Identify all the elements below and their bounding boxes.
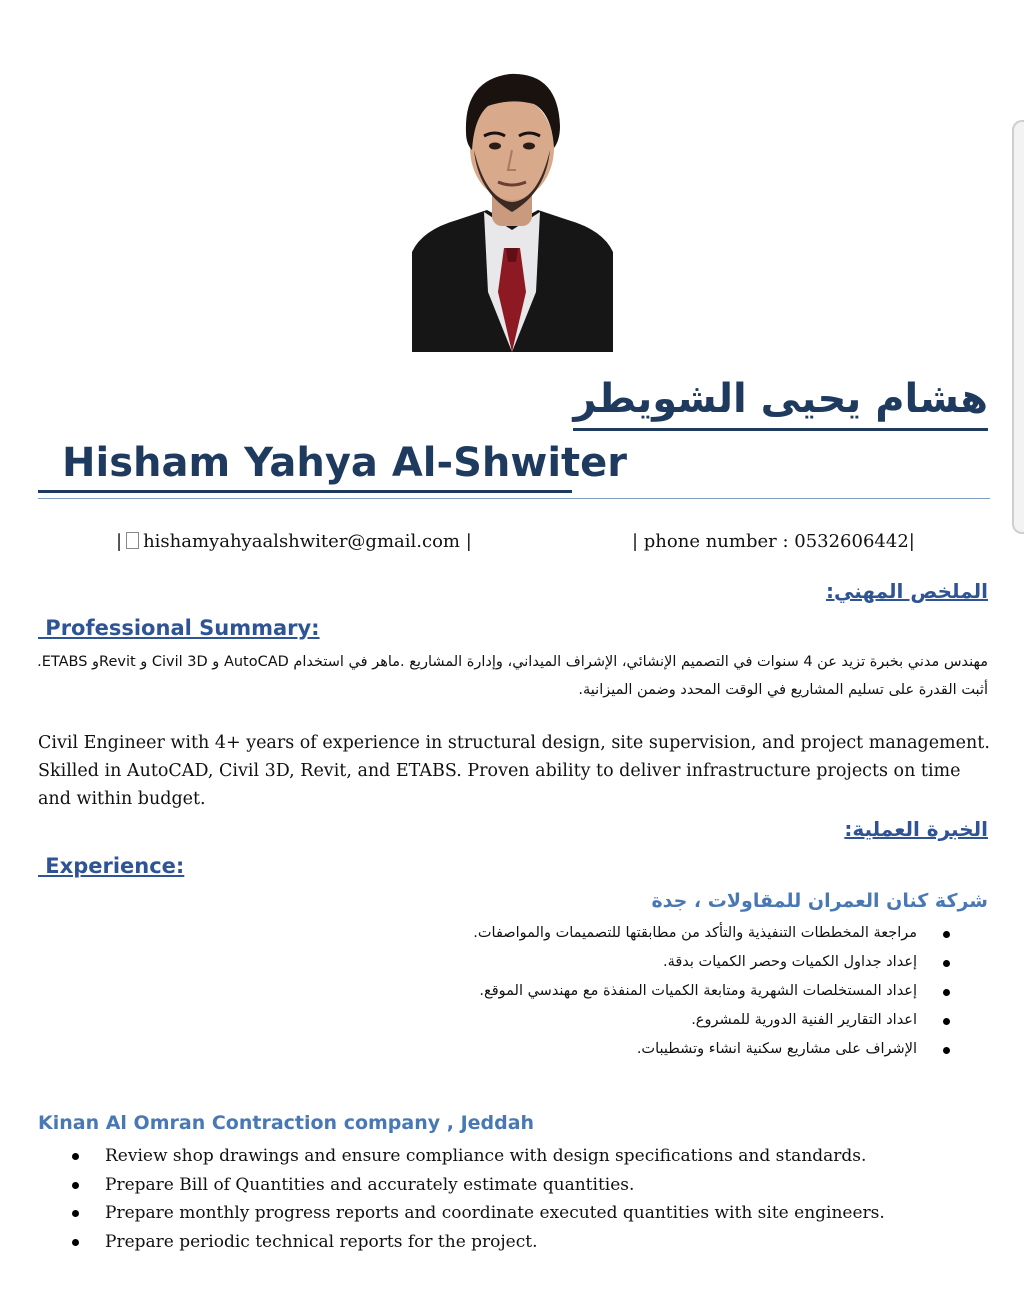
list-item: اعداد التقارير الفنية الدورية للمشروع. — [330, 1007, 950, 1036]
list-item: Prepare Bill of Quantities and accurately estimate quantities. — [70, 1172, 885, 1201]
scrollbar[interactable] — [1012, 120, 1024, 534]
summary-text-english: Civil Engineer with 4+ years of experience in structural design, site supervision, and project management. Skilled in AutoCAD, Civil 3D, Revit, and ETABS. Proven ability to deliver infrastructure projects on time and within budget. — [38, 733, 990, 809]
list-item: إعداد جداول الكميات وحصر الكميات بدقة. — [330, 949, 950, 978]
list-item: Prepare monthly progress reports and coordinate executed quantities with site engineers. — [70, 1200, 885, 1229]
email-icon — [126, 532, 139, 549]
list-item: إعداد المستخلصات الشهرية ومتابعة الكميات المنفذة مع مهندسي الموقع. — [330, 978, 950, 1007]
experience-list-arabic — [330, 920, 950, 1065]
profile-photo — [412, 52, 613, 352]
email-prefix: | — [116, 531, 123, 552]
list-item: الإشراف على مشاريع سكنية انشاء وتشطيبات. — [330, 1036, 950, 1065]
summary-text-arabic: مهندس مدني بخبرة تزيد عن 4 سنوات في التصميم الإنشائي، الإشراف الميداني، وإدارة المشاريع .ماهر في استخدام AutoCAD و Civil 3D و Revitو ETABS. أثبت القدرة على تسليم المشاريع في الوقت المحدد وضمن الميزانية. — [37, 654, 988, 698]
experience-heading-english: Experience: — [38, 854, 185, 878]
list-item: Prepare periodic technical reports for the project. — [70, 1229, 885, 1258]
name-english: Hisham Yahya Al-Shwiter — [38, 436, 572, 493]
contact-email — [116, 528, 472, 556]
company-name-arabic: شركة كنان العمران للمقاولات ، جدة — [651, 890, 988, 912]
experience-list-english — [70, 1143, 885, 1257]
name-arabic: هشام يحيى الشويطر — [573, 372, 988, 431]
email-address[interactable]: hishamyahyaalshwiter@gmail.com | — [143, 531, 472, 552]
list-item: Review shop drawings and ensure compliance with design specifications and standards. — [70, 1143, 885, 1172]
company-name-english: Kinan Al Omran Contraction company , Jeddah — [38, 1112, 535, 1134]
summary-heading-arabic: الملخص المهني: — [826, 579, 988, 603]
contact-phone: | phone number : 0532606442| — [632, 531, 915, 552]
header-divider — [38, 498, 990, 499]
list-item: مراجعة المخططات التنفيذية والتأكد من مطابقتها للتصميمات والمواصفات. — [330, 920, 950, 949]
experience-heading-arabic: الخبرة العملية: — [844, 817, 988, 841]
summary-heading-english: Professional Summary: — [38, 616, 320, 640]
